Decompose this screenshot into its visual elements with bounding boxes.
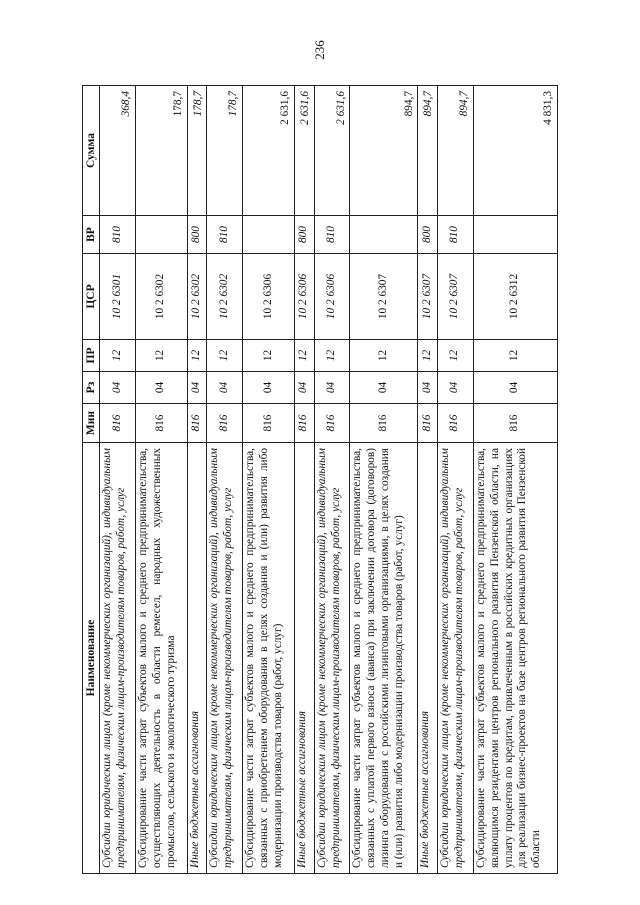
cell-pr: 12 bbox=[350, 340, 418, 372]
cell-sum: 894,7 bbox=[418, 86, 438, 216]
cell-min: 816 bbox=[243, 404, 295, 443]
header-vr: ВР bbox=[83, 216, 100, 254]
cell-min: 816 bbox=[100, 404, 136, 443]
cell-vr: 810 bbox=[314, 216, 350, 254]
table-row bbox=[295, 86, 315, 874]
table-row bbox=[135, 86, 187, 874]
cell-name: Иные бюджетные ассигнования bbox=[418, 443, 438, 874]
cell-sum: 178,7 bbox=[135, 86, 187, 216]
cell-csr: 10 2 6307 bbox=[438, 254, 474, 340]
cell-min: 816 bbox=[438, 404, 474, 443]
cell-name: Субсидии юридическим лицам (кроме некоммерческих организаций), индивидуальным предпринимателям, физическим лицам-производителям товаров, работ, услуг bbox=[314, 443, 350, 874]
cell-pr: 12 bbox=[473, 340, 557, 372]
cell-name: Субсидирование части затрат субъектов малого и среднего предпринимательства, связанных с приобретением оборудования в целях создания и (или) развития либо модернизации производства товаров (работ, услуг) bbox=[243, 443, 295, 874]
budget-table bbox=[82, 85, 558, 874]
header-sum: Сумма bbox=[83, 86, 100, 216]
cell-csr: 10 2 6307 bbox=[350, 254, 418, 340]
cell-min: 816 bbox=[418, 404, 438, 443]
cell-sum: 368,4 bbox=[100, 86, 136, 216]
cell-csr: 10 2 6301 bbox=[100, 254, 136, 340]
cell-sum: 894,7 bbox=[350, 86, 418, 216]
cell-vr bbox=[473, 216, 557, 254]
rotated-table-container bbox=[82, 86, 558, 874]
cell-rz: 04 bbox=[350, 372, 418, 404]
cell-csr: 10 2 6302 bbox=[187, 254, 207, 340]
cell-name: Субсидирование части затрат субъектов малого и среднего предпринимательства, осуществляющих деятельность в области ремесел, народных художественных промыслов, сельского и экологического туризма bbox=[135, 443, 187, 874]
cell-min: 816 bbox=[187, 404, 207, 443]
cell-name: Иные бюджетные ассигнования bbox=[187, 443, 207, 874]
cell-vr: 810 bbox=[100, 216, 136, 254]
cell-name: Субсидии юридическим лицам (кроме некоммерческих организаций), индивидуальным предпринимателям, физическим лицам-производителям товаров, работ, услуг bbox=[438, 443, 474, 874]
cell-sum: 4 831,3 bbox=[473, 86, 557, 216]
cell-pr: 12 bbox=[207, 340, 243, 372]
cell-vr: 800 bbox=[187, 216, 207, 254]
cell-min: 816 bbox=[295, 404, 315, 443]
cell-rz: 04 bbox=[473, 372, 557, 404]
cell-csr: 10 2 6302 bbox=[207, 254, 243, 340]
cell-csr: 10 2 6302 bbox=[135, 254, 187, 340]
table-row bbox=[207, 86, 243, 874]
cell-rz: 04 bbox=[295, 372, 315, 404]
header-rz: Рз bbox=[83, 372, 100, 404]
header-min: Мин bbox=[83, 404, 100, 443]
header-name: Наименование bbox=[83, 443, 100, 874]
cell-vr: 800 bbox=[418, 216, 438, 254]
cell-sum: 178,7 bbox=[187, 86, 207, 216]
cell-name: Субсидирование части затрат субъектов малого и среднего предпринимательства, являющимся резидентами центров регионального развития Пензенской области, на уплату процентов по кредитам, привлеченным в российских кредитных организациях для реализации бизнес-проектов на базе центров регионального развития Пензенской области bbox=[473, 443, 557, 874]
table-row bbox=[438, 86, 474, 874]
cell-rz: 04 bbox=[187, 372, 207, 404]
cell-vr: 800 bbox=[295, 216, 315, 254]
cell-csr: 10 2 6306 bbox=[243, 254, 295, 340]
cell-rz: 04 bbox=[314, 372, 350, 404]
cell-pr: 12 bbox=[187, 340, 207, 372]
cell-pr: 12 bbox=[418, 340, 438, 372]
cell-name: Субсидии юридическим лицам (кроме некоммерческих организаций), индивидуальным предпринимателям, физическим лицам-производителям товаров, работ, услуг bbox=[207, 443, 243, 874]
cell-pr: 12 bbox=[438, 340, 474, 372]
cell-vr bbox=[135, 216, 187, 254]
table-row bbox=[100, 86, 136, 874]
cell-name: Субсидии юридическим лицам (кроме некоммерческих организаций), индивидуальным предпринимателям, физическим лицам-производителям товаров, работ, услуг bbox=[100, 443, 136, 874]
header-pr: ПР bbox=[83, 340, 100, 372]
cell-min: 816 bbox=[350, 404, 418, 443]
cell-pr: 12 bbox=[295, 340, 315, 372]
cell-sum: 894,7 bbox=[438, 86, 474, 216]
cell-csr: 10 2 6306 bbox=[314, 254, 350, 340]
cell-rz: 04 bbox=[135, 372, 187, 404]
cell-pr: 12 bbox=[135, 340, 187, 372]
cell-vr bbox=[243, 216, 295, 254]
cell-pr: 12 bbox=[100, 340, 136, 372]
cell-rz: 04 bbox=[207, 372, 243, 404]
table-row bbox=[418, 86, 438, 874]
cell-vr bbox=[350, 216, 418, 254]
table-header-row bbox=[83, 86, 100, 874]
cell-min: 816 bbox=[135, 404, 187, 443]
table-row bbox=[243, 86, 295, 874]
cell-name: Субсидирование части затрат субъектов малого и среднего предпринимательства, связанных с уплатой первого взноса (аванса) при заключении договора (договоров) лизинга оборудования с российскими лизинговыми организациями, в целях создания и (или) развития либо модернизации производства товаров (работ, услуг) bbox=[350, 443, 418, 874]
table-row bbox=[350, 86, 418, 874]
cell-sum: 2 631,6 bbox=[314, 86, 350, 216]
cell-sum: 2 631,6 bbox=[295, 86, 315, 216]
cell-rz: 04 bbox=[243, 372, 295, 404]
page-number: 236 bbox=[312, 40, 327, 60]
cell-rz: 04 bbox=[418, 372, 438, 404]
cell-min: 816 bbox=[473, 404, 557, 443]
cell-rz: 04 bbox=[100, 372, 136, 404]
table-row bbox=[314, 86, 350, 874]
cell-csr: 10 2 6307 bbox=[418, 254, 438, 340]
cell-min: 816 bbox=[207, 404, 243, 443]
cell-vr: 810 bbox=[207, 216, 243, 254]
cell-min: 816 bbox=[314, 404, 350, 443]
cell-rz: 04 bbox=[438, 372, 474, 404]
cell-pr: 12 bbox=[243, 340, 295, 372]
cell-csr: 10 2 6312 bbox=[473, 254, 557, 340]
cell-csr: 10 2 6306 bbox=[295, 254, 315, 340]
table-body bbox=[100, 86, 558, 874]
cell-vr: 810 bbox=[438, 216, 474, 254]
header-csr: ЦСР bbox=[83, 254, 100, 340]
cell-sum: 178,7 bbox=[207, 86, 243, 216]
cell-sum: 2 631,6 bbox=[243, 86, 295, 216]
table-row bbox=[473, 86, 557, 874]
cell-name: Иные бюджетные ассигнования bbox=[295, 443, 315, 874]
cell-pr: 12 bbox=[314, 340, 350, 372]
table-row bbox=[187, 86, 207, 874]
